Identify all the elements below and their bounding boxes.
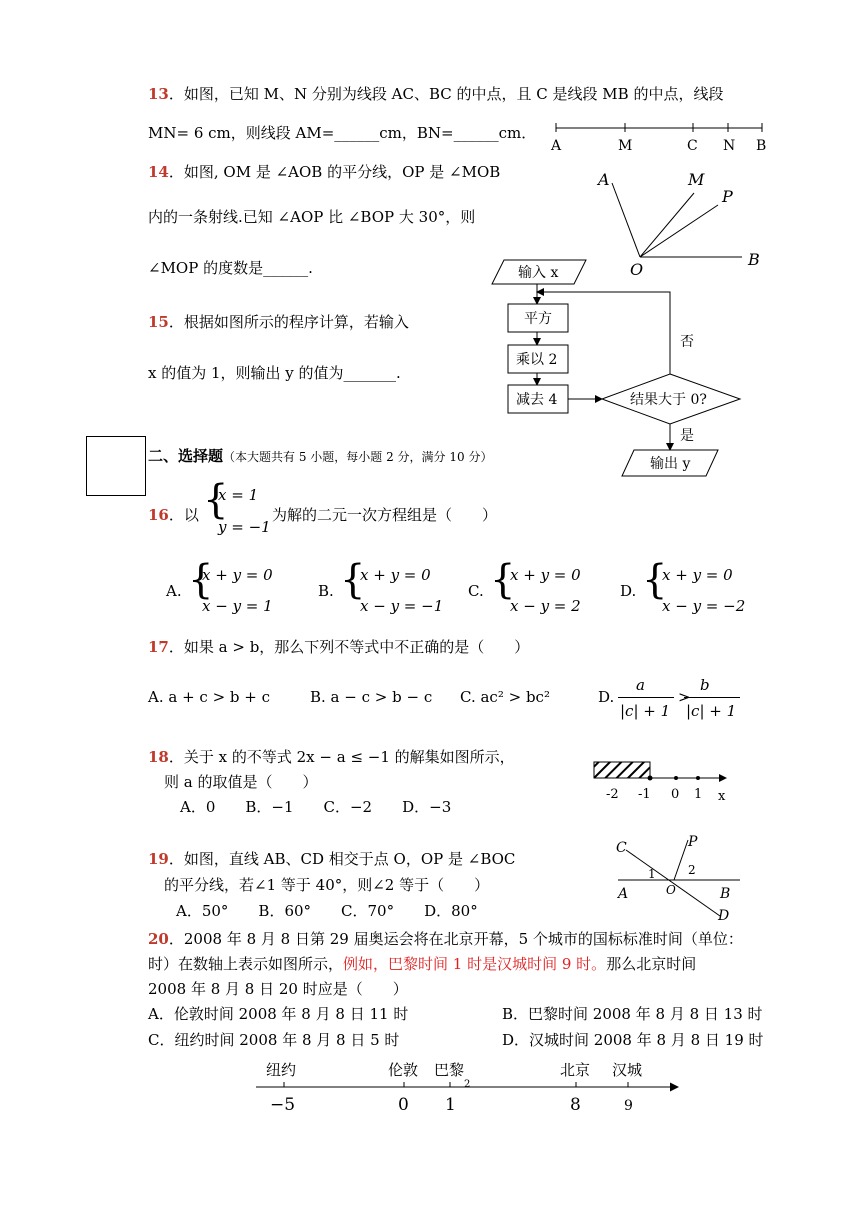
fraction-bar xyxy=(684,697,740,698)
question-number: 18 xyxy=(148,748,169,766)
q17-option-c[interactable]: C. ac² > bc² xyxy=(460,688,550,706)
q17-d-numerator-b: b xyxy=(700,676,710,694)
q17-line: 17．如果 a > b，那么下列不等式中不正确的是（ ） xyxy=(148,638,530,656)
value-paris: 1 xyxy=(445,1095,456,1115)
q16-option-d-eq1: x + y = 0 xyxy=(662,566,733,584)
question-number: 19 xyxy=(148,850,169,868)
label-p: P xyxy=(722,187,733,206)
section-note: （本大题共有 5 小题，每小题 2 分，满分 10 分） xyxy=(223,450,493,464)
q17-d-numerator-a: a xyxy=(636,676,645,694)
small-label: 2 xyxy=(464,1079,471,1090)
q16-option-c-eq2: x − y = 2 xyxy=(510,597,581,615)
tick-minus1: -1 xyxy=(638,787,651,802)
q16-option-c-eq1: x + y = 0 xyxy=(510,566,581,584)
label-b: B xyxy=(720,886,731,902)
point-a-label: A xyxy=(551,138,562,154)
q16-option-d-label[interactable]: D. xyxy=(620,582,637,600)
city-newyork: 纽约 xyxy=(266,1061,297,1079)
label-b: B xyxy=(748,250,760,269)
q14-line2: 内的一条射线.已知 ∠AOP 比 ∠BOP 大 30°，则 xyxy=(148,208,476,226)
q13-segment-figure xyxy=(548,118,778,158)
q17-d-operator: > xyxy=(678,688,691,706)
q16-sys-eq2: y = −1 xyxy=(218,518,271,536)
section-title: 二、选择题 xyxy=(148,447,224,465)
q17-d-denominator-2: |c| + 1 xyxy=(686,702,737,720)
q20-timezone-number-line xyxy=(250,1058,690,1118)
brace: { xyxy=(642,557,668,603)
flow-times2: 乘以 2 xyxy=(516,352,558,368)
tick-0: 0 xyxy=(671,787,680,802)
label-a: A xyxy=(598,170,610,189)
point-c-label: C xyxy=(687,138,698,154)
city-london: 伦敦 xyxy=(388,1061,419,1079)
example-note: 例如，巴黎时间 1 时是汉城时间 9 时。 xyxy=(343,955,607,973)
question-number: 16 xyxy=(148,506,169,524)
question-number: 17 xyxy=(148,638,169,656)
q18-line2: 则 a 的取值是（ ） xyxy=(164,773,318,791)
flow-no-label: 否 xyxy=(680,334,694,350)
brace: { xyxy=(340,557,366,603)
point-n-label: N xyxy=(723,138,736,154)
section-2-header xyxy=(148,445,492,466)
brace: { xyxy=(188,557,214,603)
q14-line1: 14．如图, OM 是 ∠AOB 的平分线，OP 是 ∠MOB xyxy=(148,163,501,181)
q15-flowchart xyxy=(490,256,780,482)
point-b-label: B xyxy=(756,138,767,154)
q16-option-c-label[interactable]: C. xyxy=(468,582,484,600)
q17-option-a[interactable]: A. a + c > b + c xyxy=(148,688,271,706)
q19-line2: 的平分线，若∠1 等于 40°，则∠2 等于（ ） xyxy=(164,876,490,894)
score-box xyxy=(86,436,146,496)
point-m-label: M xyxy=(618,138,633,154)
q17-option-d-label[interactable]: D. xyxy=(598,688,615,706)
value-london: 0 xyxy=(398,1095,409,1115)
q16-option-d-eq2: x − y = −2 xyxy=(662,597,746,615)
q17-d-denominator-1: |c| + 1 xyxy=(620,702,671,720)
angle-1-label: 1 xyxy=(648,867,656,881)
q16-text: 为解的二元一次方程组是（ ） xyxy=(272,506,498,524)
q18-number-line xyxy=(590,758,740,806)
question-number: 13 xyxy=(148,85,169,103)
label-o: O xyxy=(630,260,644,279)
flow-yes-label: 是 xyxy=(680,428,694,444)
flow-square: 平方 xyxy=(524,311,552,327)
brace: { xyxy=(490,557,516,603)
q16-option-a-eq1: x + y = 0 xyxy=(202,566,273,584)
city-beijing: 北京 xyxy=(560,1061,591,1079)
q16-option-a-label[interactable]: A. xyxy=(166,582,182,600)
label-d: D xyxy=(718,908,730,924)
q16-option-b-label[interactable]: B. xyxy=(318,582,334,600)
q13-line2: MN= 6 cm，则线段 AM=______cm，BN=______cm． xyxy=(148,124,537,142)
q19-line1: 19．如图，直线 AB、CD 相交于点 O，OP 是 ∠BOC xyxy=(148,850,516,868)
value-newyork: −5 xyxy=(270,1095,296,1115)
question-number: 20 xyxy=(148,930,169,948)
q20-option-c[interactable]: C．纽约时间 2008 年 8 月 8 日 5 时 xyxy=(148,1031,400,1049)
label-a: A xyxy=(618,886,629,902)
angle-2-label: 2 xyxy=(688,863,696,877)
q18-line1: 18．关于 x 的不等式 2x − a ≤ −1 的解集如图所示， xyxy=(148,748,515,766)
fraction-bar xyxy=(618,697,674,698)
city-seoul: 汉城 xyxy=(612,1061,643,1079)
label-m: M xyxy=(688,170,705,189)
q20-line2: 时）在数轴上表示如图所示，例如，巴黎时间 1 时是汉城时间 9 时。那么北京时间 xyxy=(148,955,697,973)
q16-sys-eq1: x = 1 xyxy=(218,486,259,504)
q17-option-b[interactable]: B. a − c > b − c xyxy=(310,688,433,706)
question-number: 15 xyxy=(148,313,169,331)
question-number: 14 xyxy=(148,163,169,181)
label-c: C xyxy=(616,840,627,856)
q20-option-d[interactable]: D．汉城时间 2008 年 8 月 8 日 19 时 xyxy=(502,1031,764,1049)
q15-line2: x 的值为 1，则输出 y 的值为_______. xyxy=(148,364,401,382)
flow-output: 输出 y xyxy=(650,456,691,472)
flow-input: 输入 x xyxy=(518,265,559,281)
q14-line3: ∠MOP 的度数是______. xyxy=(148,259,313,277)
value-seoul: 9 xyxy=(624,1098,633,1114)
q19-lines-figure xyxy=(610,830,750,926)
value-beijing: 8 xyxy=(570,1095,581,1115)
flow-minus4: 减去 4 xyxy=(516,392,558,408)
flow-decision: 结果大于 0? xyxy=(630,392,707,408)
q18-options[interactable]: A．0 B．−1 C．−2 D．−3 xyxy=(180,798,452,816)
q16-option-a-eq2: x − y = 1 xyxy=(202,597,273,615)
city-paris: 巴黎 xyxy=(434,1061,465,1079)
q16-option-b-eq1: x + y = 0 xyxy=(360,566,431,584)
axis-x-label: x xyxy=(718,789,726,804)
q16-line: 16．以 xyxy=(148,506,199,524)
label-p: P xyxy=(688,834,698,850)
brace: { xyxy=(203,477,229,523)
q20-line3: 2008 年 8 月 8 日 20 时应是（ ） xyxy=(148,980,408,998)
tick-1: 1 xyxy=(694,787,703,802)
q16-option-b-eq2: x − y = −1 xyxy=(360,597,444,615)
q20-option-a[interactable]: A．伦敦时间 2008 年 8 月 8 日 11 时 xyxy=(148,1005,409,1023)
q19-options[interactable]: A．50° B．60° C．70° D．80° xyxy=(176,902,478,920)
q13-line1: 13．如图，已知 M、N 分别为线段 AC、BC 的中点，且 C 是线段 MB 的中点，线段 xyxy=(148,85,724,103)
q20-option-b[interactable]: B．巴黎时间 2008 年 8 月 8 日 13 时 xyxy=(502,1005,763,1023)
q20-line1: 20．2008 年 8 月 8 日第 29 届奥运会将在北京开幕，5 个城市的国标标准时间（单位： xyxy=(148,930,743,948)
q15-line1: 15．根据如图所示的程序计算，若输入 xyxy=(148,313,409,331)
tick-minus2: -2 xyxy=(606,787,619,802)
label-o: O xyxy=(666,883,676,897)
